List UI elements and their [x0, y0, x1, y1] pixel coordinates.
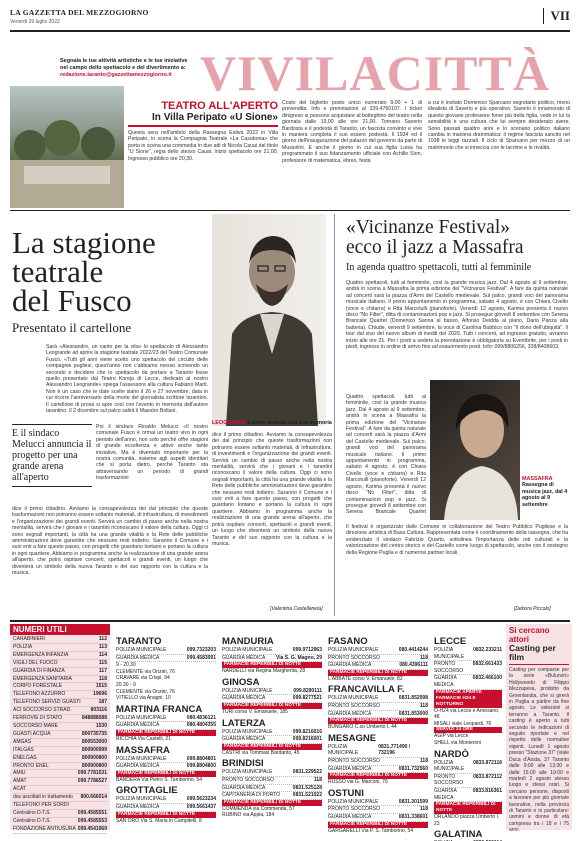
numeri-label: FONDAZIONE ANTIUSURA: [13, 825, 76, 832]
service-label: GUARDIA MEDICA: [328, 813, 372, 820]
pharmacy-header: FARMACIE H24 E NOTTURNO: [434, 696, 502, 708]
numeri-row: [13, 636, 107, 644]
numeri-value[interactable]: 800735735: [81, 730, 107, 737]
service-number[interactable]: 099.8804801: [186, 755, 216, 762]
numeri-row: [13, 652, 107, 660]
fusco-photo: [212, 214, 326, 426]
fusco-photo-caption: LEOGRANDE Lavoro teatrale alla sua memoria: [212, 420, 332, 426]
town-name: MARTINA FRANCA: [116, 703, 203, 715]
page-number: VII: [543, 8, 570, 24]
service-row: [222, 647, 322, 655]
service-label: CAPITANERIA DI PORTO: [222, 792, 281, 799]
section-intro: Segnala le tue attività artistiche e le tue iniziative nel campo dello spettacolo e del divertimento a: redazione.taranto@gazzettamezzogiorno.it: [60, 58, 190, 79]
numeri-row: [13, 723, 107, 731]
fusco-headline: La stagione teatrale del Fusco: [12, 225, 156, 318]
numeri-title: NUMERI UTILI: [10, 624, 110, 635]
town-name: OSTUNI: [328, 787, 364, 799]
service-label: GUARDIA MEDICA: [116, 654, 160, 661]
numeri-value[interactable]: 19696: [93, 691, 107, 698]
service-number[interactable]: 099.8216016: [292, 728, 322, 735]
service-label: POLIZIA MUNICIPALE: [434, 647, 465, 660]
service-label: PRONTO SOCCORSO: [434, 661, 464, 674]
service-number[interactable]: 0831.852098: [398, 695, 428, 702]
service-label: GUARDIA MEDICA: [116, 722, 160, 729]
service-number[interactable]: 099.7323203: [186, 647, 216, 653]
pharmacy-address: MISALI viale Leopardi, 76: [434, 720, 492, 727]
service-address: SHELL via Monteroni: [434, 739, 482, 746]
town-block: [434, 636, 502, 747]
town-block: [116, 785, 216, 824]
town-name: MANDURIA: [222, 636, 274, 647]
service-label: POLIZIA MUNICIPALE: [328, 695, 379, 702]
numeri-label: SOCCORSO MARE: [13, 722, 59, 729]
service-label: GUARDIA MEDICA: [434, 675, 457, 688]
service-label: POLIZIA MUNICIPALE: [222, 687, 273, 694]
town-block: [328, 788, 428, 834]
service-label: POLIZIA MUNICIPALE: [116, 714, 167, 721]
numeri-label: AMIU: [13, 770, 26, 777]
service-label: PRONTO SOCCORSO: [222, 776, 274, 783]
pharmacy-address: COMMENDA via Commenda, 57: [222, 805, 295, 812]
service-label: GUARDIA MEDICA: [328, 662, 372, 669]
section-title: VIVILACITTÀ: [200, 45, 550, 101]
town-name: GROTTAGLIE: [116, 785, 178, 797]
numeri-value[interactable]: 848888088: [81, 715, 107, 722]
pharmacy-info: VITIELLO via Anagni, 10: [116, 695, 171, 702]
service-number[interactable]: 0833.872116: [473, 759, 502, 766]
pharmacy-header: FARMACIE REPERIBILI DI NOTTE: [328, 773, 428, 779]
numeri-row: [13, 770, 107, 778]
numeri-label: TELEFONO SERVIZI GUASTI: [13, 699, 81, 706]
teatro-headline: In Villa Peripato «U Sione»: [128, 112, 278, 127]
service-number[interactable]: 099.8277521: [292, 695, 322, 702]
service-label: GUARDIA MEDICA: [116, 763, 160, 770]
pharmacy-header: FARMACIE REPERIBILI DI NOTTE: [434, 802, 502, 814]
service-row: [328, 744, 428, 758]
town-block: [328, 733, 428, 786]
towns-column-2: [222, 636, 322, 821]
pharmacy-header: FARMACIE REPERIBILI DI NOTTE: [222, 703, 322, 709]
town-block: [434, 829, 502, 841]
numeri-label: GUARDIA DI FINANZA: [13, 667, 65, 674]
service-row: [222, 785, 322, 793]
service-row: [116, 804, 216, 812]
fusco-body-4: dice il primo cittadino. Avviamo la consapevolezza dei dal principio che queste trasformazioni non potranno essere soltanto materiali, di infrastruttura, di investimenti e l'organizzazione dei grandi eventi. Servirà un cambio di passo anche nella nostra mentalità, servirà che i giovani e i tarantini riconoscano il valore della cultura. Oggi ci sono segnali importanti, la città ha una grande vitalità e la Rete delle pubbliche amministrazioni deve garantire che nessuno resti indietro. Saranno il Comune e i suoi enti a fare questo passo, con progetti che guardano lontano e portano la cultura in ogni quartiere. Abbiamo in programma anche la realizzazione di una grande arena all'aperto, che potrà ospitare concerti, spettacoli e grandi eventi, un luogo che diventerà un simbolo della nuova Taranto e del suo rapporto con la cultura e la musica.: [212, 432, 332, 547]
numeri-row: [13, 699, 107, 707]
numeri-label: PRONTO ENEL: [13, 762, 49, 769]
pharmacy-address: SAN ORO Via S. Maria in Campitelli, 8: [116, 817, 202, 824]
numeri-label: FERROVIE DI STATO: [13, 715, 63, 722]
service-number[interactable]: 118: [419, 702, 428, 709]
numeri-row: [13, 810, 107, 818]
teatro-body-1: Questa sera nell'ambito della Rassegna Estiva 2022 in Villa Peripato, in scena la Compagnia Teatrale «La Casabona» che porta in scena una commedia in due atti di Nicola Cauai dal titolo "U Sione", regia dello stesso Cauai. Inizio spettacolo ore 21,00. Ingresso pubblico ore 20,30.: [128, 130, 278, 162]
service-row: [434, 774, 502, 788]
service-row: [434, 647, 502, 661]
numeri-row: [13, 826, 107, 834]
service-number[interactable]: 0831.771490 / 732196: [378, 743, 411, 757]
jazz-body-2: Il festival è organizzato dalle Comune in collaborazione del Teatro Pubblico Pugliese e la direzione artistica di Basa Cultura. Rappresentata come il coordinamento della rassegna, che ha evidenziato il sindaco Fabrizio Quarto, sottolinea l'importanza delle reti culturali e la valorizzazione del centro storico e del Castello come luogo di spettacolo, anche con il sostegno della Regione Puglia e di numerosi partner locali.: [346, 524, 568, 556]
pharmacy-header: FARMACIE REPERIBILI DI NOTTE: [222, 744, 322, 750]
service-row: [222, 688, 322, 696]
town-name: LATERZA: [222, 717, 266, 729]
numeri-value[interactable]: 800900999: [81, 746, 107, 753]
service-label: PRONTO SOCCORSO: [328, 806, 380, 813]
service-label: PRONTO SOCCORSO: [328, 702, 380, 709]
service-number[interactable]: 0833.872112: [473, 773, 502, 780]
numeri-row: [13, 739, 107, 747]
column-divider: [334, 214, 335, 616]
service-number[interactable]: 118: [419, 654, 428, 661]
numeri-value[interactable]: 115: [98, 659, 107, 666]
numeri-row: [13, 731, 107, 739]
town-block: [116, 745, 216, 784]
service-row: [434, 675, 502, 689]
numeri-label: ACI SOCCORSO STRAD.: [13, 707, 72, 714]
pharmacy-address: RUSSO via G. Marconi, 76: [328, 779, 388, 786]
numeri-row: [13, 715, 107, 723]
numeri-value[interactable]: 099.4541969: [77, 825, 107, 832]
numeri-utili: [10, 624, 110, 830]
pharmacy-info: CRAVARE via Crispi, 94: [116, 675, 170, 682]
service-number[interactable]: 0832.233211: [473, 647, 502, 653]
issue-date: Venerdì 29 luglio 2022: [10, 19, 60, 25]
numeri-value[interactable]: 099.4585551: [77, 809, 107, 816]
pharmacy-header: FARMACIE REPERIBILI DI NOTTE: [328, 670, 428, 676]
numeri-list: [10, 635, 110, 835]
pharmacy-header: FARMACIE REPERIBILI DI NOTTE: [328, 718, 428, 724]
jazz-subhead: In agenda quattro spettacoli, tutti al femminile: [346, 262, 532, 273]
service-number[interactable]: 099.4583091: [186, 654, 216, 661]
numeri-row: [13, 778, 107, 786]
town-block: [116, 636, 216, 702]
service-number[interactable]: 080.4804355: [186, 722, 216, 729]
numeri-row: [13, 786, 107, 794]
jazz-byline: [Debora Piccolo]: [514, 606, 551, 612]
service-label: GUARDIA MEDICA: [116, 803, 160, 810]
service-number[interactable]: 118: [419, 757, 428, 764]
service-row: [328, 799, 428, 807]
jazz-headline: «Vicinanze Festival» ecco il jazz a Massafra: [346, 217, 524, 258]
service-number[interactable]: 0833.816361: [472, 787, 502, 794]
numeri-row: [13, 794, 107, 802]
casting-body: Casting per comparse per la serie «Bulunori» Hollywoodo di Filippo Mezzapesa, prodotto da Groenlandia, che si girerà in Puglia a partire da fine agosto. Le selezioni si terranno a Taranto. Il casting è aperto a tutti secondo le indicazioni di seguito riportate e nel rispetto delle normative vigenti. Lunedì 1 agosto presso "Stazione 37" (viale Duca d'Aosta, 37 Taranto dalle 9:00 alle 13:30 e dalle 15:00 alle 19:00 e martedì 2 agosto stesso luogo e stessi orari. Si cercano persone, disposti a lavorare per più giornate lavorative, nella provincia di Taranto e in particolare: uomini e donne di età compresa tra i 18 e i 75 anni.: [509, 667, 569, 834]
service-number[interactable]: 099.5661437: [186, 803, 216, 810]
fusco-byline: [Valentina Castellaneta]: [270, 606, 323, 612]
town-name: MASSAFRA: [116, 744, 170, 756]
pharmacy-address: O-H24 via Lecce e Arnesano, 48: [434, 707, 500, 721]
pharmacy-info: CLEMENTE via Onzini, 76: [116, 688, 175, 695]
numeri-value[interactable]: 1515: [95, 683, 107, 690]
service-label: POLIZIA MUNICIPALE: [222, 728, 273, 735]
town-name: LECCE: [434, 636, 467, 647]
teatro-box: [128, 100, 278, 188]
service-row: [222, 792, 322, 800]
pharmacy-header: FARMACIE REPERIBILI DI NOTTE: [116, 812, 216, 818]
towns-column-4: [434, 636, 502, 841]
portrait-icon: [212, 214, 326, 426]
service-number[interactable]: 118: [419, 806, 428, 813]
service-label: GUARDIA MEDICA: [328, 710, 372, 717]
service-number[interactable]: 0831.521022: [292, 792, 322, 799]
service-row: [328, 655, 428, 663]
towns-column-3: [328, 636, 428, 836]
service-row: [328, 703, 428, 711]
teatro-body-3: a cui è invitato Domenico Sparcano segretario politico, meno idealista di Saverio e più operativo. Saverio è innamorato di questo giovane professore forse più della figlia, vede in lui la sensibilità e una cultura che lui sempre desiderato avere. Sono passati quattro anni e lo scenario politico italiano cambia in maniera drammatica: il regime fascista sancito nel 1938 le leggi razziali. Il ciclo di Sparcano per mezzo di un matrimonio che si intreccia con le lacrime e le rivalità.: [428, 100, 570, 151]
numeri-value[interactable]: 1530: [95, 722, 107, 729]
numeri-value[interactable]: 800900800: [81, 762, 107, 769]
service-row: [222, 736, 322, 744]
fusco-subhead: Presentato il cartellone: [12, 320, 132, 335]
service-label: POLIZIA MUNICIPALE: [434, 759, 465, 773]
service-number[interactable]: 0831.301599: [398, 798, 428, 805]
town-name: GALATINA: [434, 829, 483, 841]
numeri-value[interactable]: 099.7781531: [77, 770, 107, 777]
numeri-value[interactable]: 803116: [90, 707, 107, 714]
numeri-value[interactable]: 099.4585553: [77, 817, 107, 824]
pharmacy-address: NARDELLI via Regina Margherita, 28: [222, 668, 306, 675]
numeri-value[interactable]: 117: [98, 667, 107, 674]
service-row: [328, 814, 428, 822]
numeri-row: [13, 683, 107, 691]
teatro-photo: [10, 86, 124, 208]
numeri-row: [13, 691, 107, 699]
service-number[interactable]: 099.8804800: [186, 763, 216, 770]
numeri-row: [13, 763, 107, 771]
service-number[interactable]: 0831.229522: [292, 769, 322, 776]
service-row: [116, 756, 216, 764]
town-block: [116, 704, 216, 743]
service-label: POLIZIA MUNICIPALE: [328, 743, 359, 757]
service-row: [434, 788, 502, 802]
towns-column-1: [116, 636, 216, 826]
town-name: NARDÒ: [434, 748, 469, 760]
service-address: AGIP via Lecce: [434, 733, 469, 740]
pharmacy-address: TURI corso V. Emanuele, 185: [222, 708, 288, 715]
masthead: LA GAZZETTA DEL MEZZOGIORNO: [10, 8, 149, 17]
service-label: GUARDIA MEDICA: [222, 784, 266, 791]
numeri-label: GUASTI ACQUA: [13, 730, 51, 737]
numeri-value[interactable]: 800.666014: [80, 794, 107, 801]
numeri-label: ACAT: [13, 786, 26, 793]
numeri-value[interactable]: 118: [98, 675, 107, 682]
service-header: SERVIZI 24 ORE: [434, 727, 502, 733]
service-label: POLIZIA MUNICIPALE: [116, 796, 167, 803]
park-trees-icon: [10, 86, 124, 208]
service-label: GUARDIA MEDICA: [434, 787, 457, 801]
service-row: [222, 769, 322, 777]
numeri-row: [13, 644, 107, 652]
jazz-photo: [430, 380, 520, 520]
masthead-bar: [10, 8, 570, 38]
service-label: POLIZIA MUNICIPALE: [116, 755, 167, 762]
service-number[interactable]: 0831.853000: [398, 710, 428, 717]
pharmacy-header: FARMACIE REPERIBILI DI NOTTE: [222, 800, 322, 806]
service-number[interactable]: 099.8216001: [292, 736, 322, 743]
pharmacy-header: FARMACIE REPERIBILI DI NOTTE: [116, 730, 216, 736]
service-label: PRONTO SOCCORSO: [328, 654, 380, 661]
service-number[interactable]: 099.5623234: [186, 796, 216, 803]
pharmacy-address: L'ABBATE corso V. Emanuele, 82: [328, 675, 403, 682]
service-row: [222, 777, 322, 785]
numeri-row: [13, 747, 107, 755]
numeri-label: POLIZIA: [13, 643, 33, 650]
pharmacy-header: FARMACIE REPERIBILI DI NOTTE: [222, 662, 322, 668]
casting-headline: Casting per film: [509, 644, 569, 665]
service-label: GUARDIA MEDICA: [222, 736, 266, 743]
town-name: MESAGNE: [328, 732, 377, 744]
service-label: POLIZIA MUNICIPALE: [116, 647, 167, 653]
service-label: PRONTO SOCCORSO: [434, 773, 464, 787]
service-number[interactable]: 118: [313, 776, 322, 783]
numeri-label: VIGILI DEL FUOCO: [13, 659, 58, 666]
pharmacy-address: RUBINO via Appia, 184: [222, 812, 275, 819]
service-row: [116, 647, 216, 655]
numeri-row: [13, 707, 107, 715]
service-label: POLIZIA MUNICIPALE: [328, 647, 379, 653]
service-number[interactable]: 080.4396111: [399, 662, 428, 669]
service-row: [116, 763, 216, 771]
pharmacy-address: CASTRI via Tommasi Bardanto, 45: [222, 749, 300, 756]
casting-box: [506, 624, 572, 834]
town-block: [222, 636, 322, 675]
service-row: [116, 722, 216, 730]
numeri-label: CORPO FORESTALE: [13, 683, 63, 690]
numeri-value[interactable]: 800553000: [81, 738, 107, 745]
service-number[interactable]: 080.4836121: [186, 714, 216, 721]
service-row: [434, 661, 502, 675]
numeri-label: Centralino D.T.S.: [13, 809, 51, 816]
town-block: [222, 718, 322, 757]
fusco-pullquote: E il sindaco Melucci annuncia il progetto per una grande arena all'aperto: [12, 424, 92, 487]
service-row: [328, 758, 428, 766]
town-name: FRANCAVILLA F.: [328, 684, 405, 696]
numeri-label: ENELGAS: [13, 754, 37, 761]
numeri-value[interactable]: 113: [98, 643, 107, 650]
pharmacy-address: RICCHIA Via Castelli, 21: [116, 735, 171, 742]
service-row: [328, 766, 428, 774]
service-number[interactable]: 0832.661433: [472, 661, 502, 668]
service-number[interactable]: 0831.732560: [398, 765, 428, 772]
numeri-label: TELEFONO PER SORDI: [13, 802, 69, 809]
pharmacy-address: BUNGARO C.so Umberto I, 44: [328, 724, 397, 731]
service-label: POLIZIA MUNICIPALE: [222, 647, 273, 653]
section-rule: [10, 210, 570, 211]
service-label: POLIZIA MUNICIPALE: [328, 798, 379, 805]
town-block: [328, 636, 428, 682]
service-row: [328, 806, 428, 814]
town-name: TARANTO: [116, 636, 162, 647]
casting-kicker: Si cercano attori: [509, 626, 550, 644]
numeri-value[interactable]: 099.7786527: [77, 778, 107, 785]
fusco-body-2: Poi il sindaco Rinaldo Melucci «Il nostro comunale Fusco è ormai un teatro vivo in ogni periodo dell'anno, non solo perché offre stagioni di grande eccellenza e attivo anche tante iniziative. Ma è diventato importante per la nostra comunità, insieme agli aspetti identitari che si porta dietro, perché Taranto sta attraversando un periodo di grandi trasformazioni: [96, 424, 208, 482]
service-label: GUARDIA MEDICA: [222, 654, 266, 661]
bottom-rule: [10, 620, 570, 622]
numeri-label: EMERGENZA INFANZIA: [13, 651, 69, 658]
numeri-row: [13, 802, 107, 810]
pharmacy-header: FARMACIE REPERIBILI DI NOTTE: [328, 822, 428, 828]
teatro-body-2: Costo del biglietto posto unico numerato 9,00 + 1 di prevendita. Info e prenotazioni al 339.4760107. I ticket dinigreso si possono acquistare al botteghino del teatro nella giornata dalle 19,00 alle ore 21,00. Tornano Saverio Bardosta e il podestà di Taranto, un fascista convinto e vive in maniera completa il suo essere podestà. Il 1934 ed il giorno dell'inaugurazione del palazzo del governo da parte di Mussolini. E anche il giorno in cui sua figlia Luisa ha programmato il suo fidanzamento ufficiale con Achille Sion, professore di matematica, ebreo, festa: [282, 100, 422, 164]
pharmacy-address: GARGARELLI Via P. S. Tamborino, 54: [328, 827, 414, 834]
numeri-row: [13, 668, 107, 676]
service-row: [222, 729, 322, 737]
numeri-label: dos ascoltati in trattamento: [13, 794, 73, 801]
numeri-value[interactable]: 800900800: [81, 754, 107, 761]
town-name: FASANO: [328, 636, 368, 647]
service-label: GUARDIA MEDICA: [328, 765, 372, 772]
fusco-body-1: Sarà «Alessandro, un canto per la vita» lo spettacolo di Alessandro Leogrande ad aprire la stagione teatrale 2022/23 del Teatro Comunale Fusco. «Tutti gli anni viene scelto uno spettacolo del circuito delle compagnie pugliesi, quest'anno non c'abbiamo messo scrivendo un secondo e decidere che lo spettacolo da portare a Taranto fosse quello presentato dal Teatro Koreja di Lecce, dedicato al nostro Alessandro Leogrande» spiega l'assessore alla cultura Fabiano Marti. Non è un caso che le date scelte siano il 26 e 27 novembre, data in cui ricorre l'anniversario della morte del giornalista scrittore tarantino. Il cartellone di prosa si apre così con l'evento in memoria dell'autore tarantino. Il 2 dicembre sul palco salirà il Maestro Bollani.: [46, 344, 208, 415]
town-block: [328, 684, 428, 730]
numeri-label: AMAT: [13, 778, 27, 785]
pharmacy-header: FARMACIE REPERIBILI DI NOTTE: [116, 771, 216, 777]
service-row: [222, 695, 322, 703]
fusco-body-3: dice il primo cittadino. Avviamo la consapevolezza dei dal principio che queste trasformazioni non potranno essere soltanto materiali, di infrastruttura, di investimenti e l'organizzazione dei grandi eventi. Servirà un cambio di passo anche nella nostra mentalità, servirà che i giovani e i tarantini riconoscano il valore della cultura. Oggi ci sono segnali importanti, la città ha una grande vitalità e la Rete delle pubbliche amministrazioni deve garantire che nessuno resti indietro. Saranno il Comune e i suoi enti a fare questo passo, con progetti che guardano lontano e portano la cultura in ogni quartiere. Abbiamo in programma anche la realizzazione di una grande arena all'aperto, che potrà ospitare concerti, spettacoli e grandi eventi, un luogo che diventerà un simbolo della nuova Taranto e del suo rapporto con la cultura e la musica.: [12, 506, 208, 577]
service-label: POLIZIA MUNICIPALE: [222, 769, 273, 776]
numeri-label: EMERGENZA SANITARIA: [13, 675, 72, 682]
numeri-label: AMGAS: [13, 738, 32, 745]
service-label: GUARDIA MEDICA: [222, 695, 266, 702]
town-name: GINOSA: [222, 676, 260, 688]
service-number[interactable]: 0831.525128: [292, 784, 322, 791]
numeri-label: ITALGAS: [13, 746, 34, 753]
service-row: [116, 715, 216, 723]
service-number[interactable]: 0831.338601: [398, 813, 428, 820]
numeri-value[interactable]: 187: [98, 699, 107, 706]
town-block: [434, 749, 502, 828]
service-number[interactable]: 080.4414244: [398, 647, 428, 653]
service-row: [116, 655, 216, 663]
numeri-label: Centralino D.T.S.: [13, 817, 51, 824]
numeri-row: [13, 676, 107, 684]
numeri-label: TELEFONO AZZURRO: [13, 691, 66, 698]
pharmacy-address: BANDERA Via Pietro S. Tamborino, 54: [116, 776, 202, 783]
service-number[interactable]: 0832.466100: [472, 675, 502, 682]
service-row: [328, 695, 428, 703]
numeri-value[interactable]: 114: [98, 651, 107, 658]
town-block: [222, 677, 322, 716]
numeri-row: [13, 755, 107, 763]
numeri-row: [13, 660, 107, 668]
pharmacy-header: FARMACIE APERTE: [434, 690, 502, 696]
service-row: [328, 662, 428, 670]
jazz-body-1: Quattro spettacoli, tutti al femminile, così la grande musica jazz. Dal 4 agosto al 9 settembre, andrà in scena a Massafra la prima edizione del "Vicinanze Festival". A fare da quinta naturale ad concerti sarà la piazza d'Armi del Castello medievale. Sul palco, grandi voci del panorama musicale italiano. Il primo appuntamento in programma, sabato 4 agosto, è con Chiara Civello (voce e chitarra) e Rita Marcotulli (pianoforte). Venerdì 12 agosto, Karima presenta il nuovo disco "No Filter", ditta di contaminazioni pop e jazz. Si prosegue giovedì 8 settembre con Serena Brancale Quartet (Domenico Sanna al basso, Alfonso Deidda al piano, Dario Panza alla batteria). Chiude, venerdì 9 settembre, la voce di Carolina Bubbico con "Il dono dell'ubiquità". Il tour dal vivo del nuovo album di inediti del 2020. Tutti i concerti, ad ingresso gratuito, avranno inizio alle ore 21. Per i posti a sedere la prenotazione è obbligatoria su Eventbrite, per i posti in piedi, ingresso in ordine di arrivo fino ad esaurimento posti. Info: 099/8806256, 338/8408603.: [346, 280, 568, 351]
service-row: [434, 760, 502, 774]
jazz-body-1b: Quattro spettacoli, tutti al femminile, così la grande musica jazz. Dal 4 agosto al 9 settembre, andrà in scena a Massafra la prima edizione del "Vicinanze Festival". A fare da quinta naturale ad concerti sarà la piazza d'Armi del Castello medievale. Sul palco, grandi voci del panorama musicale italiano. Il primo appuntamento in programma, sabato 4 agosto, è con Chiara Civello (voce e chitarra) e Rita Marcotulli (pianoforte). Venerdì 12 agosto, Karima presenta il nuovo disco "No Filter", ditta di contaminazioni pop e jazz. Si prosegue giovedì 8 settembre con Serena Brancale Quartet: [346, 394, 426, 514]
service-number[interactable]: 099.9712963: [292, 647, 322, 653]
service-row: [116, 796, 216, 804]
numeri-row: [13, 818, 107, 826]
service-number[interactable]: 099.8290111: [293, 687, 322, 694]
teatro-kicker: TEATRO ALL'APERTO: [161, 100, 278, 112]
town-block: [222, 758, 322, 819]
service-row: [328, 647, 428, 655]
pharmacy-address: ORLANDO piazza Umberto I, 23: [434, 814, 500, 827]
numeri-value[interactable]: 112: [98, 636, 107, 642]
section-email[interactable]: redazione.taranto@gazzettamezzogiorno.it: [60, 72, 172, 78]
numeri-label: CARABINIERI: [13, 636, 45, 642]
service-label: PRONTO SOCCORSO: [328, 757, 380, 764]
jazz-photo-caption: MASSAFRA Rassegna di musica jazz, dal 4 agosto al 9 settembre: [522, 476, 568, 508]
town-name: BRINDISI: [222, 758, 264, 770]
pharmacy-info: 9 - 20.30: [116, 662, 136, 669]
pharmacy-info: 20.30 - 9: [116, 681, 136, 688]
service-number[interactable]: Via S. G. Magno, 29: [275, 654, 322, 661]
pharmacy-info: CLEMENTE via Onzini, 76: [116, 668, 175, 675]
singer-photo-icon: [430, 380, 520, 520]
header-rule: [10, 30, 570, 32]
